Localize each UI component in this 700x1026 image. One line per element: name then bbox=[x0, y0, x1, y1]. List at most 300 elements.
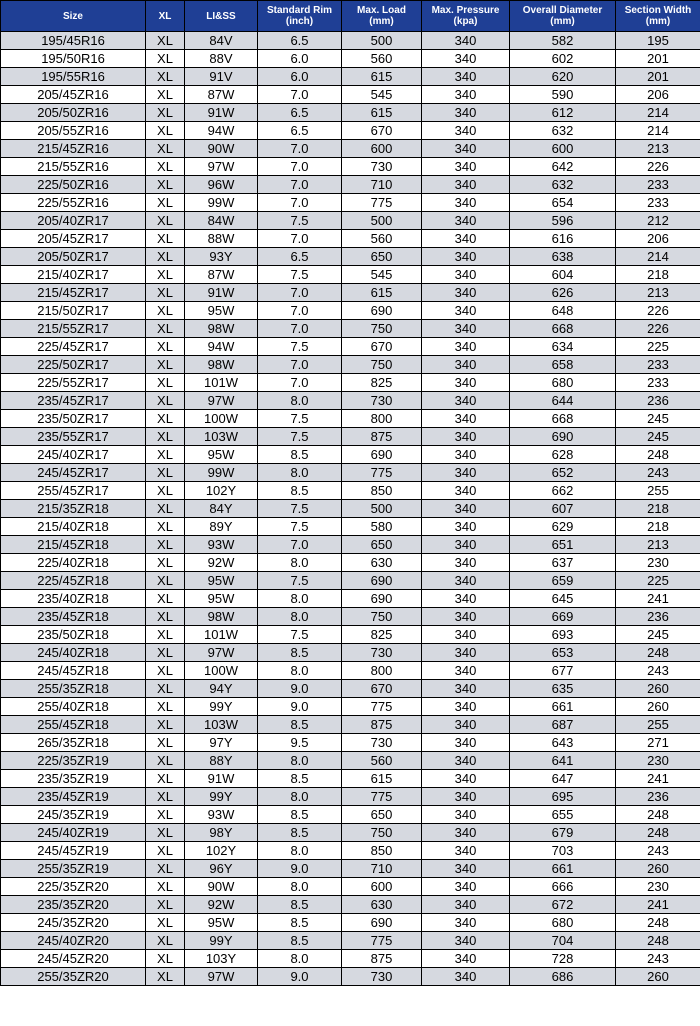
table-row bbox=[1, 968, 700, 986]
cell-overall-diameter: 679 bbox=[510, 824, 616, 842]
cell-section-width: 260 bbox=[616, 698, 700, 716]
cell-overall-diameter: 659 bbox=[510, 572, 616, 590]
cell-standard-rim: 8.5 bbox=[258, 716, 342, 734]
cell-max-load: 670 bbox=[342, 680, 422, 698]
cell-li-ss: 98W bbox=[185, 320, 258, 338]
table-row bbox=[1, 914, 700, 932]
cell-size: 225/40ZR18 bbox=[1, 554, 146, 572]
cell-max-pressure: 340 bbox=[422, 590, 510, 608]
cell-xl: XL bbox=[146, 68, 185, 86]
cell-max-pressure: 340 bbox=[422, 50, 510, 68]
cell-standard-rim: 8.0 bbox=[258, 590, 342, 608]
table-row bbox=[1, 860, 700, 878]
cell-section-width: 218 bbox=[616, 500, 700, 518]
cell-overall-diameter: 658 bbox=[510, 356, 616, 374]
cell-xl: XL bbox=[146, 968, 185, 986]
table-row bbox=[1, 446, 700, 464]
cell-li-ss: 93Y bbox=[185, 248, 258, 266]
cell-max-load: 800 bbox=[342, 410, 422, 428]
cell-max-pressure: 340 bbox=[422, 626, 510, 644]
cell-size: 235/45ZR18 bbox=[1, 608, 146, 626]
table-row bbox=[1, 104, 700, 122]
column-header-line: Max. Load bbox=[357, 5, 406, 16]
cell-size: 225/45ZR18 bbox=[1, 572, 146, 590]
table-row bbox=[1, 842, 700, 860]
cell-max-load: 670 bbox=[342, 338, 422, 356]
cell-xl: XL bbox=[146, 302, 185, 320]
cell-li-ss: 101W bbox=[185, 626, 258, 644]
cell-section-width: 214 bbox=[616, 122, 700, 140]
cell-overall-diameter: 647 bbox=[510, 770, 616, 788]
table-row bbox=[1, 320, 700, 338]
cell-standard-rim: 6.5 bbox=[258, 248, 342, 266]
column-header-line: (inch) bbox=[285, 16, 314, 27]
cell-max-load: 690 bbox=[342, 590, 422, 608]
cell-max-pressure: 340 bbox=[422, 410, 510, 428]
cell-max-pressure: 340 bbox=[422, 608, 510, 626]
table-row bbox=[1, 878, 700, 896]
cell-standard-rim: 6.0 bbox=[258, 68, 342, 86]
cell-size: 225/50ZR16 bbox=[1, 176, 146, 194]
cell-li-ss: 97W bbox=[185, 158, 258, 176]
cell-max-load: 730 bbox=[342, 392, 422, 410]
table-row bbox=[1, 824, 700, 842]
cell-xl: XL bbox=[146, 50, 185, 68]
cell-li-ss: 97W bbox=[185, 968, 258, 986]
cell-max-pressure: 340 bbox=[422, 554, 510, 572]
cell-size: 195/50R16 bbox=[1, 50, 146, 68]
cell-li-ss: 95W bbox=[185, 914, 258, 932]
cell-overall-diameter: 635 bbox=[510, 680, 616, 698]
cell-size: 215/45ZR16 bbox=[1, 140, 146, 158]
column-header-max-pressure bbox=[422, 1, 510, 32]
cell-li-ss: 99W bbox=[185, 464, 258, 482]
cell-standard-rim: 6.5 bbox=[258, 122, 342, 140]
cell-overall-diameter: 661 bbox=[510, 698, 616, 716]
cell-xl: XL bbox=[146, 338, 185, 356]
cell-xl: XL bbox=[146, 86, 185, 104]
table-row bbox=[1, 788, 700, 806]
cell-size: 205/45ZR16 bbox=[1, 86, 146, 104]
cell-size: 245/35ZR20 bbox=[1, 914, 146, 932]
cell-li-ss: 87W bbox=[185, 86, 258, 104]
cell-xl: XL bbox=[146, 320, 185, 338]
cell-section-width: 271 bbox=[616, 734, 700, 752]
table-row bbox=[1, 32, 700, 50]
cell-max-load: 580 bbox=[342, 518, 422, 536]
cell-li-ss: 103W bbox=[185, 428, 258, 446]
cell-max-load: 730 bbox=[342, 734, 422, 752]
cell-max-load: 750 bbox=[342, 824, 422, 842]
cell-xl: XL bbox=[146, 122, 185, 140]
column-header-line: Overall Diameter bbox=[522, 5, 603, 16]
cell-xl: XL bbox=[146, 734, 185, 752]
cell-li-ss: 95W bbox=[185, 590, 258, 608]
cell-size: 225/50ZR17 bbox=[1, 356, 146, 374]
cell-overall-diameter: 632 bbox=[510, 122, 616, 140]
cell-overall-diameter: 648 bbox=[510, 302, 616, 320]
table-row bbox=[1, 950, 700, 968]
cell-standard-rim: 9.0 bbox=[258, 698, 342, 716]
cell-section-width: 212 bbox=[616, 212, 700, 230]
table-row bbox=[1, 734, 700, 752]
table-row bbox=[1, 158, 700, 176]
cell-xl: XL bbox=[146, 698, 185, 716]
column-header-xl bbox=[146, 1, 185, 32]
cell-max-pressure: 340 bbox=[422, 644, 510, 662]
cell-overall-diameter: 641 bbox=[510, 752, 616, 770]
cell-max-pressure: 340 bbox=[422, 680, 510, 698]
cell-li-ss: 102Y bbox=[185, 482, 258, 500]
cell-max-load: 750 bbox=[342, 356, 422, 374]
cell-overall-diameter: 693 bbox=[510, 626, 616, 644]
cell-li-ss: 99Y bbox=[185, 932, 258, 950]
table-row bbox=[1, 626, 700, 644]
cell-xl: XL bbox=[146, 662, 185, 680]
cell-max-load: 775 bbox=[342, 194, 422, 212]
cell-xl: XL bbox=[146, 860, 185, 878]
cell-standard-rim: 7.5 bbox=[258, 428, 342, 446]
cell-overall-diameter: 645 bbox=[510, 590, 616, 608]
cell-max-load: 750 bbox=[342, 608, 422, 626]
cell-max-pressure: 340 bbox=[422, 536, 510, 554]
cell-standard-rim: 8.5 bbox=[258, 482, 342, 500]
cell-overall-diameter: 672 bbox=[510, 896, 616, 914]
cell-standard-rim: 7.5 bbox=[258, 410, 342, 428]
cell-li-ss: 101W bbox=[185, 374, 258, 392]
table-row bbox=[1, 716, 700, 734]
cell-xl: XL bbox=[146, 176, 185, 194]
cell-max-load: 600 bbox=[342, 878, 422, 896]
cell-size: 215/35ZR18 bbox=[1, 500, 146, 518]
cell-section-width: 243 bbox=[616, 842, 700, 860]
column-header-line: Standard Rim bbox=[266, 5, 332, 16]
table-row bbox=[1, 644, 700, 662]
cell-standard-rim: 8.0 bbox=[258, 878, 342, 896]
cell-standard-rim: 8.0 bbox=[258, 788, 342, 806]
cell-max-pressure: 340 bbox=[422, 788, 510, 806]
table-row bbox=[1, 68, 700, 86]
cell-standard-rim: 6.5 bbox=[258, 104, 342, 122]
cell-max-pressure: 340 bbox=[422, 770, 510, 788]
cell-xl: XL bbox=[146, 896, 185, 914]
cell-li-ss: 91W bbox=[185, 284, 258, 302]
cell-xl: XL bbox=[146, 248, 185, 266]
table-row bbox=[1, 698, 700, 716]
cell-li-ss: 95W bbox=[185, 572, 258, 590]
cell-max-pressure: 340 bbox=[422, 878, 510, 896]
table-row bbox=[1, 482, 700, 500]
cell-section-width: 213 bbox=[616, 284, 700, 302]
cell-overall-diameter: 637 bbox=[510, 554, 616, 572]
cell-xl: XL bbox=[146, 140, 185, 158]
column-header-max-load bbox=[342, 1, 422, 32]
cell-max-pressure: 340 bbox=[422, 176, 510, 194]
column-header-overall-diameter bbox=[510, 1, 616, 32]
cell-section-width: 213 bbox=[616, 536, 700, 554]
cell-overall-diameter: 638 bbox=[510, 248, 616, 266]
table-row bbox=[1, 500, 700, 518]
table-row bbox=[1, 662, 700, 680]
cell-standard-rim: 8.5 bbox=[258, 914, 342, 932]
cell-overall-diameter: 604 bbox=[510, 266, 616, 284]
cell-xl: XL bbox=[146, 500, 185, 518]
cell-overall-diameter: 628 bbox=[510, 446, 616, 464]
cell-li-ss: 98W bbox=[185, 608, 258, 626]
cell-max-load: 500 bbox=[342, 32, 422, 50]
column-header-standard-rim bbox=[258, 1, 342, 32]
cell-max-load: 730 bbox=[342, 968, 422, 986]
cell-li-ss: 97W bbox=[185, 392, 258, 410]
cell-xl: XL bbox=[146, 410, 185, 428]
cell-max-pressure: 340 bbox=[422, 248, 510, 266]
cell-max-pressure: 340 bbox=[422, 392, 510, 410]
cell-section-width: 236 bbox=[616, 608, 700, 626]
cell-overall-diameter: 582 bbox=[510, 32, 616, 50]
cell-size: 255/35ZR18 bbox=[1, 680, 146, 698]
table-row bbox=[1, 356, 700, 374]
column-header-line: (mm) bbox=[369, 16, 394, 27]
cell-max-pressure: 340 bbox=[422, 212, 510, 230]
cell-section-width: 230 bbox=[616, 752, 700, 770]
cell-section-width: 206 bbox=[616, 86, 700, 104]
table-row bbox=[1, 680, 700, 698]
table-row bbox=[1, 212, 700, 230]
cell-xl: XL bbox=[146, 590, 185, 608]
cell-li-ss: 92W bbox=[185, 554, 258, 572]
cell-overall-diameter: 687 bbox=[510, 716, 616, 734]
cell-section-width: 233 bbox=[616, 374, 700, 392]
table-row bbox=[1, 284, 700, 302]
cell-overall-diameter: 653 bbox=[510, 644, 616, 662]
table-row bbox=[1, 392, 700, 410]
cell-max-load: 500 bbox=[342, 500, 422, 518]
cell-max-load: 600 bbox=[342, 140, 422, 158]
cell-section-width: 241 bbox=[616, 896, 700, 914]
column-header-line: XL bbox=[158, 10, 172, 22]
cell-xl: XL bbox=[146, 608, 185, 626]
cell-li-ss: 87W bbox=[185, 266, 258, 284]
cell-max-load: 775 bbox=[342, 932, 422, 950]
cell-xl: XL bbox=[146, 374, 185, 392]
cell-li-ss: 89Y bbox=[185, 518, 258, 536]
cell-size: 235/45ZR17 bbox=[1, 392, 146, 410]
cell-standard-rim: 7.0 bbox=[258, 230, 342, 248]
cell-max-load: 650 bbox=[342, 248, 422, 266]
cell-standard-rim: 7.5 bbox=[258, 212, 342, 230]
cell-standard-rim: 7.5 bbox=[258, 572, 342, 590]
cell-max-load: 650 bbox=[342, 536, 422, 554]
cell-max-load: 615 bbox=[342, 68, 422, 86]
cell-size: 235/40ZR18 bbox=[1, 590, 146, 608]
cell-li-ss: 90W bbox=[185, 878, 258, 896]
cell-standard-rim: 8.5 bbox=[258, 446, 342, 464]
cell-max-pressure: 340 bbox=[422, 104, 510, 122]
cell-xl: XL bbox=[146, 626, 185, 644]
cell-overall-diameter: 668 bbox=[510, 320, 616, 338]
cell-size: 245/40ZR20 bbox=[1, 932, 146, 950]
cell-max-pressure: 340 bbox=[422, 68, 510, 86]
table-row bbox=[1, 806, 700, 824]
cell-max-pressure: 340 bbox=[422, 806, 510, 824]
cell-max-pressure: 340 bbox=[422, 950, 510, 968]
cell-xl: XL bbox=[146, 932, 185, 950]
cell-standard-rim: 8.0 bbox=[258, 950, 342, 968]
cell-overall-diameter: 690 bbox=[510, 428, 616, 446]
cell-overall-diameter: 634 bbox=[510, 338, 616, 356]
cell-section-width: 225 bbox=[616, 572, 700, 590]
cell-size: 225/55ZR17 bbox=[1, 374, 146, 392]
cell-section-width: 245 bbox=[616, 410, 700, 428]
cell-section-width: 226 bbox=[616, 302, 700, 320]
cell-max-load: 545 bbox=[342, 266, 422, 284]
cell-overall-diameter: 704 bbox=[510, 932, 616, 950]
cell-xl: XL bbox=[146, 788, 185, 806]
cell-xl: XL bbox=[146, 536, 185, 554]
cell-xl: XL bbox=[146, 428, 185, 446]
cell-section-width: 226 bbox=[616, 320, 700, 338]
cell-overall-diameter: 669 bbox=[510, 608, 616, 626]
cell-size: 245/45ZR20 bbox=[1, 950, 146, 968]
table-row bbox=[1, 230, 700, 248]
cell-section-width: 241 bbox=[616, 590, 700, 608]
cell-max-load: 825 bbox=[342, 626, 422, 644]
cell-section-width: 248 bbox=[616, 806, 700, 824]
cell-xl: XL bbox=[146, 950, 185, 968]
cell-max-pressure: 340 bbox=[422, 572, 510, 590]
cell-section-width: 236 bbox=[616, 788, 700, 806]
cell-standard-rim: 7.0 bbox=[258, 356, 342, 374]
cell-overall-diameter: 668 bbox=[510, 410, 616, 428]
cell-li-ss: 99W bbox=[185, 194, 258, 212]
cell-overall-diameter: 600 bbox=[510, 140, 616, 158]
cell-li-ss: 103Y bbox=[185, 950, 258, 968]
cell-section-width: 248 bbox=[616, 446, 700, 464]
cell-li-ss: 90W bbox=[185, 140, 258, 158]
cell-section-width: 233 bbox=[616, 194, 700, 212]
cell-size: 265/35ZR18 bbox=[1, 734, 146, 752]
cell-standard-rim: 7.0 bbox=[258, 284, 342, 302]
cell-section-width: 214 bbox=[616, 104, 700, 122]
cell-li-ss: 100W bbox=[185, 410, 258, 428]
cell-standard-rim: 8.5 bbox=[258, 806, 342, 824]
cell-overall-diameter: 652 bbox=[510, 464, 616, 482]
column-header-line: LI&SS bbox=[206, 10, 236, 22]
cell-section-width: 248 bbox=[616, 824, 700, 842]
cell-section-width: 218 bbox=[616, 266, 700, 284]
cell-size: 225/35ZR19 bbox=[1, 752, 146, 770]
cell-section-width: 255 bbox=[616, 716, 700, 734]
cell-max-pressure: 340 bbox=[422, 734, 510, 752]
cell-overall-diameter: 662 bbox=[510, 482, 616, 500]
cell-overall-diameter: 680 bbox=[510, 374, 616, 392]
cell-max-pressure: 340 bbox=[422, 464, 510, 482]
cell-section-width: 248 bbox=[616, 914, 700, 932]
cell-standard-rim: 7.5 bbox=[258, 626, 342, 644]
cell-li-ss: 88V bbox=[185, 50, 258, 68]
cell-section-width: 233 bbox=[616, 356, 700, 374]
cell-size: 255/45ZR17 bbox=[1, 482, 146, 500]
cell-overall-diameter: 644 bbox=[510, 392, 616, 410]
table-row bbox=[1, 770, 700, 788]
cell-max-load: 710 bbox=[342, 860, 422, 878]
cell-max-load: 670 bbox=[342, 122, 422, 140]
cell-xl: XL bbox=[146, 284, 185, 302]
cell-size: 255/45ZR18 bbox=[1, 716, 146, 734]
cell-overall-diameter: 590 bbox=[510, 86, 616, 104]
cell-overall-diameter: 655 bbox=[510, 806, 616, 824]
cell-overall-diameter: 629 bbox=[510, 518, 616, 536]
table-row bbox=[1, 518, 700, 536]
cell-size: 225/55ZR16 bbox=[1, 194, 146, 212]
cell-li-ss: 95W bbox=[185, 302, 258, 320]
cell-max-pressure: 340 bbox=[422, 932, 510, 950]
cell-size: 215/55ZR16 bbox=[1, 158, 146, 176]
cell-li-ss: 98W bbox=[185, 356, 258, 374]
cell-overall-diameter: 661 bbox=[510, 860, 616, 878]
table-row bbox=[1, 896, 700, 914]
cell-max-pressure: 340 bbox=[422, 824, 510, 842]
table-row bbox=[1, 338, 700, 356]
cell-li-ss: 91W bbox=[185, 104, 258, 122]
cell-size: 205/50ZR16 bbox=[1, 104, 146, 122]
cell-overall-diameter: 612 bbox=[510, 104, 616, 122]
cell-standard-rim: 8.5 bbox=[258, 770, 342, 788]
cell-standard-rim: 8.0 bbox=[258, 554, 342, 572]
cell-size: 245/35ZR19 bbox=[1, 806, 146, 824]
cell-max-pressure: 340 bbox=[422, 968, 510, 986]
cell-size: 225/35ZR20 bbox=[1, 878, 146, 896]
cell-xl: XL bbox=[146, 554, 185, 572]
cell-standard-rim: 6.5 bbox=[258, 32, 342, 50]
cell-max-load: 500 bbox=[342, 212, 422, 230]
cell-section-width: 218 bbox=[616, 518, 700, 536]
cell-size: 205/55ZR16 bbox=[1, 122, 146, 140]
cell-size: 215/50ZR17 bbox=[1, 302, 146, 320]
cell-section-width: 230 bbox=[616, 878, 700, 896]
cell-size: 255/35ZR19 bbox=[1, 860, 146, 878]
cell-size: 245/40ZR19 bbox=[1, 824, 146, 842]
cell-xl: XL bbox=[146, 752, 185, 770]
column-header-line: (kpa) bbox=[453, 16, 478, 27]
cell-xl: XL bbox=[146, 842, 185, 860]
cell-overall-diameter: 607 bbox=[510, 500, 616, 518]
cell-standard-rim: 7.0 bbox=[258, 536, 342, 554]
cell-section-width: 260 bbox=[616, 968, 700, 986]
cell-li-ss: 94W bbox=[185, 122, 258, 140]
cell-max-pressure: 340 bbox=[422, 122, 510, 140]
cell-size: 205/50ZR17 bbox=[1, 248, 146, 266]
table-header bbox=[1, 1, 700, 32]
cell-standard-rim: 9.0 bbox=[258, 860, 342, 878]
cell-standard-rim: 7.0 bbox=[258, 302, 342, 320]
cell-li-ss: 95W bbox=[185, 446, 258, 464]
cell-max-pressure: 340 bbox=[422, 860, 510, 878]
cell-max-pressure: 340 bbox=[422, 320, 510, 338]
cell-size: 195/45R16 bbox=[1, 32, 146, 50]
cell-size: 245/40ZR17 bbox=[1, 446, 146, 464]
cell-max-pressure: 340 bbox=[422, 374, 510, 392]
cell-xl: XL bbox=[146, 716, 185, 734]
cell-section-width: 225 bbox=[616, 338, 700, 356]
cell-li-ss: 96W bbox=[185, 176, 258, 194]
cell-overall-diameter: 728 bbox=[510, 950, 616, 968]
cell-standard-rim: 7.0 bbox=[258, 176, 342, 194]
cell-section-width: 201 bbox=[616, 68, 700, 86]
cell-xl: XL bbox=[146, 158, 185, 176]
table-row bbox=[1, 590, 700, 608]
column-header-line: Section Width bbox=[624, 5, 692, 16]
